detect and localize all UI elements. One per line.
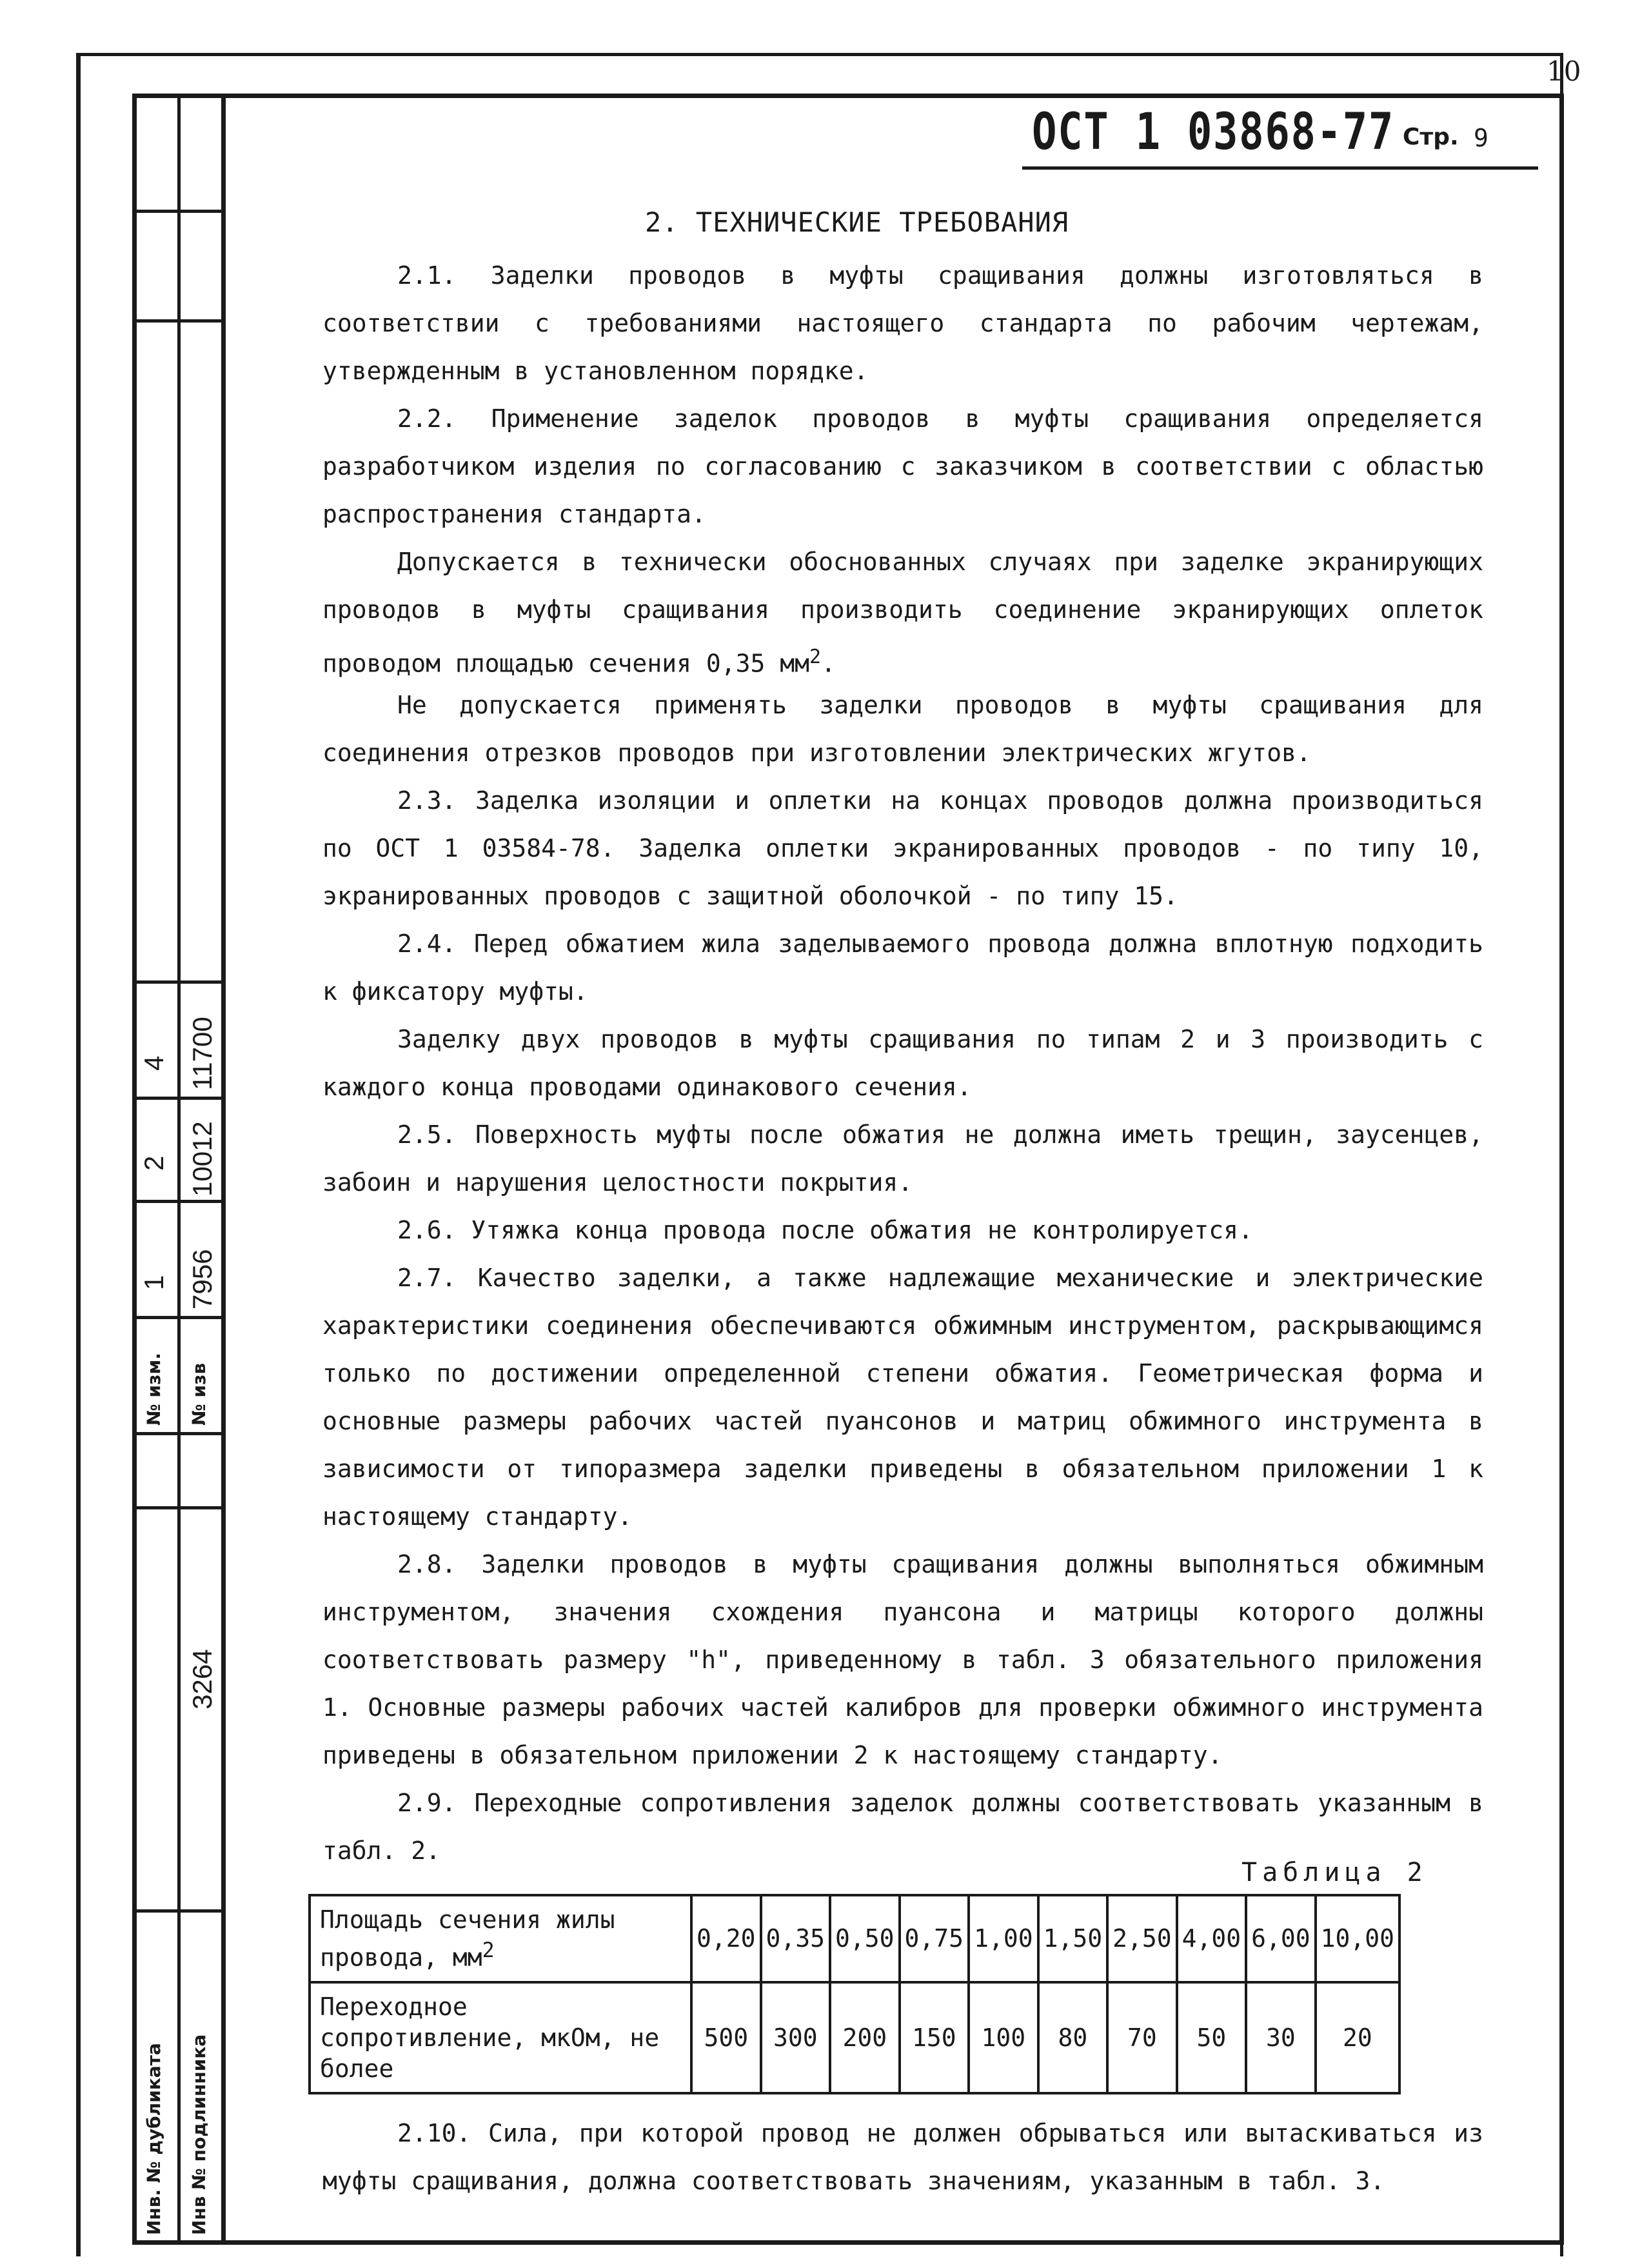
margin-divider [132,1097,226,1100]
table-cell: 300 [761,1982,831,2093]
margin-notice-label: № изв [188,1362,210,1426]
margin-change-label: № изм. [143,1353,164,1426]
margin-divider [132,1506,226,1509]
table-cell: 30 [1246,1982,1316,2093]
table-row [310,1895,1399,1982]
paragraph-2-9: 2.9. Переходные сопротивления заделок должны соответствовать указанным в табл. 2. [322,1789,1483,1865]
sheet-number: 10 [1547,55,1581,87]
margin-change-2: 2 [139,1155,169,1171]
margin-divider [132,980,226,984]
superscript: 2 [809,646,822,668]
table-row [310,1982,1399,2093]
table-cell: 4,00 [1177,1895,1247,1982]
table-cell: 0,75 [900,1895,969,1982]
margin-divider [132,1909,226,1913]
section-title: 2. ТЕХНИЧЕСКИЕ ТРЕБОВАНИЯ [645,206,1069,238]
table-cell: 0,35 [761,1895,831,1982]
table-cell: 6,00 [1246,1895,1316,1982]
paragraph-2-4: 2.4. Перед обжатием жила заделываемого провода должна вплотную подходить к фиксатору муфты. [322,930,1483,1006]
paragraph-2-5: 2.5. Поверхность муфты после обжатия не должна иметь трещин, заусенцев, забоин и нарушения целостности покрытия. [322,1120,1483,1197]
table-cell: 0,20 [691,1895,761,1982]
bottom-rule [132,2240,1564,2245]
table-cell: 200 [830,1982,900,2093]
margin-divider [132,210,226,213]
margin-divider [132,319,226,323]
paragraph-2-10: 2.10. Сила, при которой провод не должен обрываться или вытаскиваться из муфты сращивания, должна соответствовать значениям, указанным в табл. 3. [322,2119,1483,2195]
paragraph-shield-braid: Допускается в технически обоснованных случаях при заделке экранирующих проводов в муфты сращивания производить соединение экранирующих оплеток проводом площадью сечения 0,35 $мм^2$. [322,548,1483,678]
table-cell: 2,50 [1107,1895,1177,1982]
header-rule [1022,166,1538,170]
margin-notice-2: 10012 [187,1121,217,1197]
table-row-label: Площадь сечения жилы провода, $мм^2$ [310,1895,691,1982]
table-cell: 1,00 [969,1895,1038,1982]
paragraph-2-7: 2.7. Качество заделки, а также надлежащие механические и электрические характеристики соединения обеспечиваются обжимным инструментом, раскрывающимся только по достижении определенной степени обжатия. Геометрическая форма и основные размеры рабочих частей пуансонов и матриц обжимного инструмента в зависимости от типоразмера заделки приведены в обязательном приложении 1 к настоящему стандарту. [322,1264,1483,1531]
paragraph-2-6: 2.6. Утяжка конца провода после обжатия не контролируется. [397,1216,1253,1244]
table-row-label: Переходное сопротивление, мкОм, не более [310,1982,691,2093]
page-number: 9 [1474,124,1488,152]
margin-inv-original-label: Инв № подлинника [188,2034,210,2235]
table-cell: 1,50 [1038,1895,1108,1982]
margin-divider [132,1316,226,1319]
margin-inv-duplicate-label: Инв. № дубликата [143,2043,164,2235]
paragraph-not-allowed: Не допускается применять заделки проводов в муфты сращивания для соединения отрезков проводов при изготовлении электрических жгутов. [322,691,1483,767]
paragraph-2-3: 2.3. Заделка изоляции и оплетки на концах проводов должна производиться по ОСТ 1 03584-78. Заделка оплетки экранированных проводов - по типу 10, экранированных проводов с защитной оболочкой - по типу 15. [322,786,1483,910]
table-cell: 150 [900,1982,969,2093]
margin-change-1: 1 [139,1275,169,1290]
margin-divider [132,1432,226,1435]
table-cell: 80 [1038,1982,1108,2093]
table-cell: 10,00 [1316,1895,1399,1982]
paragraph-2-8: 2.8. Заделки проводов в муфты сращивания должны выполняться обжимным инструментом, значения схождения пуансона и матрицы которого должны соответствовать размеру "h", приведенному в табл. 3 обязательного приложения 1. Основные размеры рабочих частей калибров для проверки обжимного инструмента приведены в обязательном приложении 2 к настоящему стандарту. [322,1550,1483,1769]
paragraph-2-2: 2.2. Применение заделок проводов в муфты сращивания определяется разработчиком изделия по согласованию с заказчиком в соответствии с областью распространения стандарта. [322,404,1483,528]
margin-divider [132,1200,226,1203]
table-cell: 0,50 [830,1895,900,1982]
margin-column-divider [177,94,181,2245]
table-cell: 20 [1316,1982,1399,2093]
margin-border [221,94,226,2245]
document-code: ОСТ 1 03868-77 [1032,103,1395,161]
resistance-table [308,1894,1401,2094]
paragraph-2-1: 2.1. Заделки проводов в муфты сращивания должны изготовляться в соответствии с требованиями настоящего стандарта по рабочим чертежам, утвержденным в установленном порядке. [322,261,1483,385]
table-caption: Таблица 2 [1241,1858,1428,1887]
table-cell: 70 [1107,1982,1177,2093]
table-cell: 100 [969,1982,1038,2093]
margin-change-3: 4 [139,1055,169,1071]
margin-notice-3: 11700 [187,1017,217,1090]
page-label: Стр. [1403,124,1459,150]
table-cell: 50 [1177,1982,1247,2093]
margin-notice-1: 7956 [187,1249,217,1309]
table-cell: 500 [691,1982,761,2093]
margin-inv-original-value: 3264 [187,1649,217,1709]
paragraph-two-wires: Заделку двух проводов в муфты сращивания по типам 2 и 3 производить с каждого конца проводами одинакового сечения. [322,1025,1483,1101]
